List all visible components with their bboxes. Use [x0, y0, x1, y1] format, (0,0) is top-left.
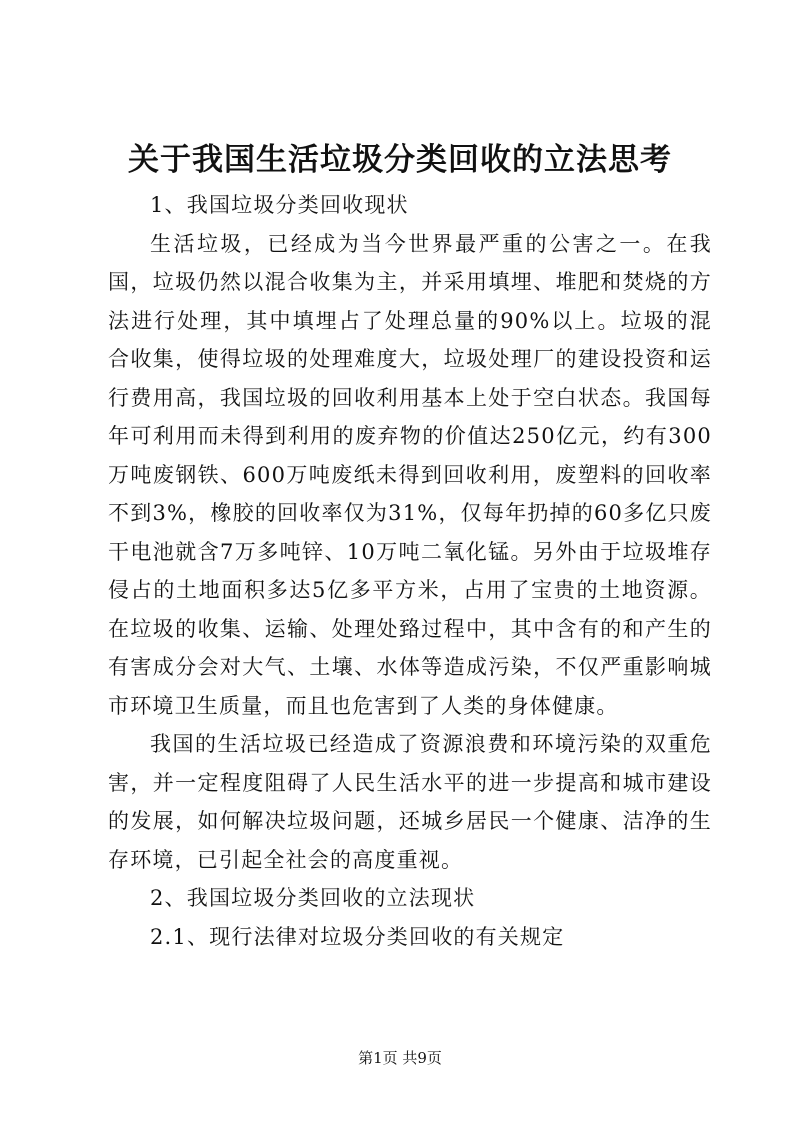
document-title: 关于我国生活垃圾分类回收的立法思考: [128, 142, 672, 178]
section-heading-1: 1、我国垃圾分类回收现状: [150, 193, 409, 217]
body-paragraph-1: 生活垃圾，已经成为当今世界最严重的公害之一。在我国，垃圾仍然以混合收集为主，并采用填埋、堆肥和焚烧的方法进行处理，其中填埋占了处理总量的90%以上。垃圾的混合收集，使得垃圾的处理难度大，垃圾处理厂的建设投资和运行费用高，我国垃圾的回收利用基本上处于空白状态。我国每年可利用而未得到利用的废弃物的价值达250亿元，约有300万吨废钢铁、600万吨废纸未得到回收利用，废塑料的回收率不到3%，橡胶的回收率仅为31%，仅每年扔掉的60多亿只废干电池就含7万多吨锌、10万吨二氧化锰。另外由于垃圾堆存侵占的土地面积多达5亿多平方米，占用了宝贵的土地资源。在垃圾的收集、运输、处理处臵过程中，其中含有的和产生的有害成分会对大气、土壤、水体等造成污染，不仅严重影响城市环境卫生质量，而且也危害到了人类的身体健康。: [108, 231, 712, 718]
section-heading-2: 2、我国垃圾分类回收的立法现状: [150, 886, 476, 910]
document-body: [108, 186, 712, 956]
body-paragraph-2: 我国的生活垃圾已经造成了资源浪费和环境污染的双重危害，并一定程度阻碍了人民生活水平的进一步提高和城市建设的发展，如何解决垃圾问题，还城乡居民一个健康、洁净的生存环境，已引起全社会的高度重视。: [108, 732, 712, 872]
subsection-heading-2-1: 2.1、现行法律对垃圾分类回收的有关规定: [150, 924, 565, 949]
page-number-footer: 第1页 共9页: [358, 1049, 442, 1067]
